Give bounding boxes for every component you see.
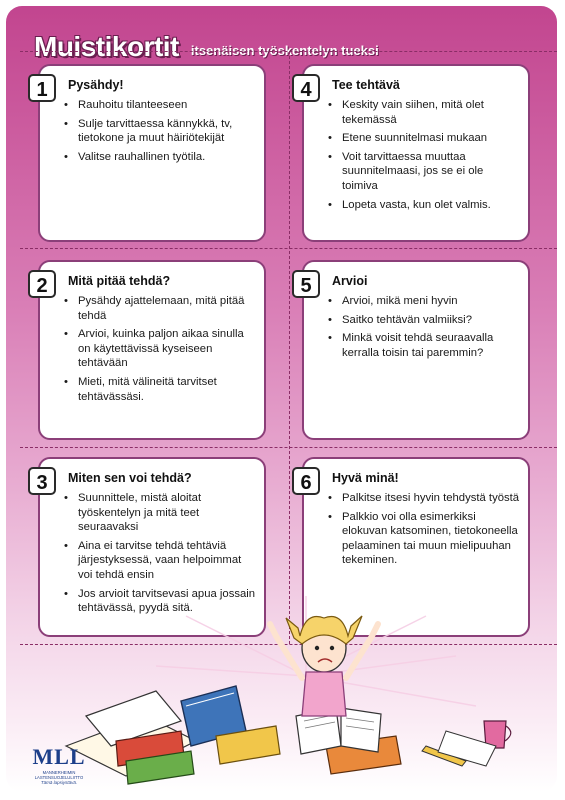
- card-list: [62, 294, 256, 408]
- list-item: • Valitse rauhallinen työtila.: [62, 150, 256, 165]
- card-5: [302, 260, 530, 440]
- list-item: • Arvioi, mikä meni hyvin: [326, 294, 520, 309]
- header: [34, 26, 379, 62]
- list-item: • Sulje tarvittaessa kännykkä, tv, tietokone ja muut häiriötekijät: [62, 117, 256, 146]
- card-title: Tee tehtävä: [332, 78, 400, 92]
- list-item: • Rauhoitu tilanteeseen: [62, 98, 256, 113]
- list-item: • Pysähdy ajattelemaan, mitä pitää tehdä: [62, 294, 256, 323]
- card-list: [326, 491, 520, 572]
- list-item: • Arvioi, kuinka paljon aikaa sinulla on käytettävissä kyseiseen tehtävään: [62, 327, 256, 371]
- card-4: [302, 64, 530, 242]
- list-item: • Jos arvioit tarvitsevasi apua jossain tehtävässä, pyydä sitä.: [62, 587, 256, 616]
- card-title: Hyvä minä!: [332, 471, 399, 485]
- list-item: • Suunnittele, mistä aloitat työskentelyn ja mitä teet seuraavaksi: [62, 491, 256, 535]
- list-item: • Aina ei tarvitse tehdä tehtäviä järjestyksessä, vaan helpoimmat voi tehdä ensin: [62, 539, 256, 583]
- poster-background: [6, 6, 557, 792]
- card-2: [38, 260, 266, 440]
- card-number: 3: [28, 467, 56, 495]
- list-item: • Mieti, mitä välineitä tarvitset tehtävässäsi.: [62, 375, 256, 404]
- cut-line-vertical: [289, 51, 290, 644]
- card-title: Mitä pitää tehdä?: [68, 274, 171, 288]
- logo-slogan: Tämä lapsiystävä.: [40, 780, 78, 785]
- logo: [24, 744, 94, 785]
- list-item: • Minkä voisit tehdä seuraavalla kerralla toisin tai paremmin?: [326, 331, 520, 360]
- list-item: • Saitko tehtävän valmiiksi?: [326, 313, 520, 328]
- card-1: [38, 64, 266, 242]
- card-number: 1: [28, 74, 56, 102]
- list-item: • Keskity vain siihen, mitä olet tekemässä: [326, 98, 520, 127]
- page-title: Muistikortit: [34, 31, 179, 62]
- list-item: • Etene suunnitelmasi mukaan: [326, 131, 520, 146]
- logo-name: MANNERHEIMIN LASTENSUOJELULIITTO: [34, 770, 84, 780]
- list-item: • Palkkio voi olla esimerkiksi elokuvan katsominen, tietokoneella pelaaminen tai muun mielipuuhan tekeminen.: [326, 510, 520, 568]
- card-title: Miten sen voi tehdä?: [68, 471, 192, 485]
- card-title: Pysähdy!: [68, 78, 124, 92]
- card-list: [326, 294, 520, 364]
- list-item: • Voit tarvittaessa muuttaa suunnitelmaasi, jos se ei ole toimiva: [326, 150, 520, 194]
- card-number: 2: [28, 270, 56, 298]
- card-list: [62, 98, 256, 168]
- logo-mark: MLL: [32, 744, 86, 769]
- list-item: • Palkitse itsesi hyvin tehdystä työstä: [326, 491, 520, 506]
- card-number: 6: [292, 467, 320, 495]
- card-number: 5: [292, 270, 320, 298]
- list-item: • Lopeta vasta, kun olet valmis.: [326, 198, 520, 213]
- page-subtitle: itsenäisen työskentelyn tueksi: [190, 43, 379, 58]
- card-number: 4: [292, 74, 320, 102]
- card-list: [326, 98, 520, 216]
- card-title: Arvioi: [332, 274, 368, 288]
